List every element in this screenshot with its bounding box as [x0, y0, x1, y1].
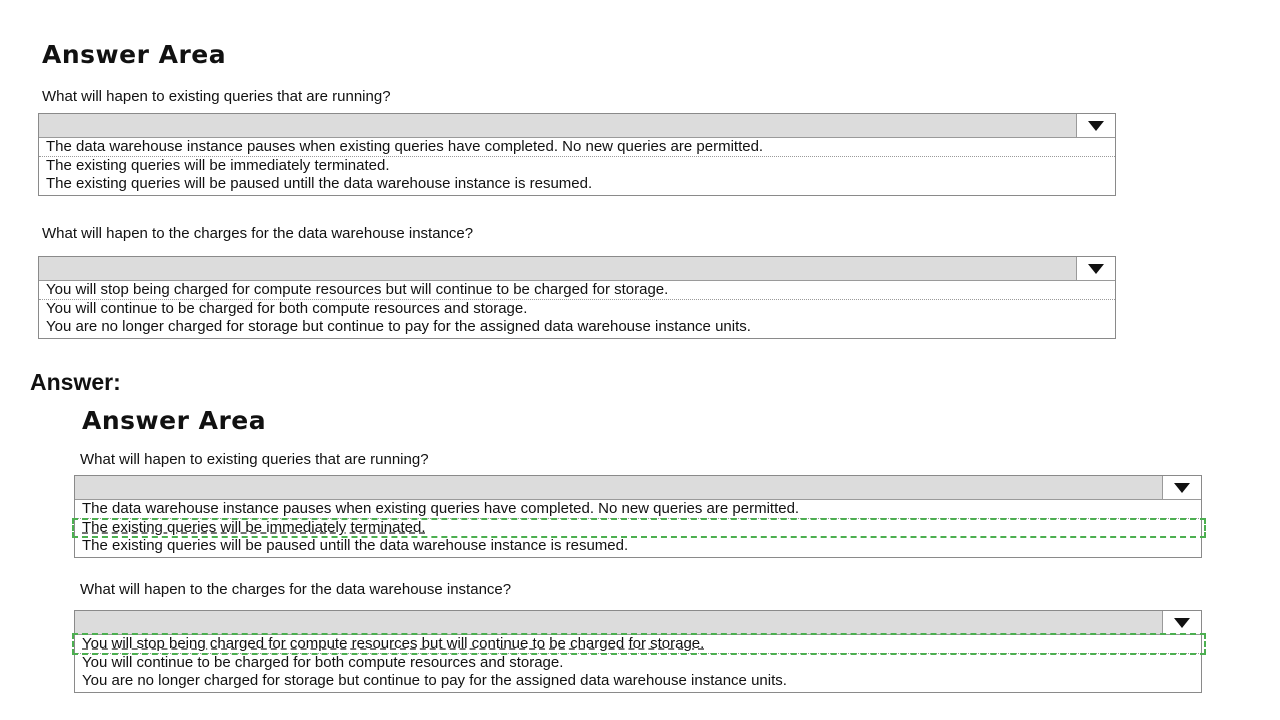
dropdown-arrow-button[interactable]	[1076, 114, 1115, 137]
dropdown-options	[75, 635, 1201, 692]
answer-1-dropdown[interactable]	[74, 475, 1202, 558]
question-answer-area	[42, 40, 1122, 350]
answer-label: Answer:	[30, 369, 121, 395]
dropdown-option[interactable]: You will stop being charged for compute resources but will continue to be charged for storage.	[39, 281, 1115, 300]
dropdown-option[interactable]: The existing queries will be immediately terminated.	[46, 157, 390, 174]
dropdown-option-selected[interactable]: The existing queries will be immediately terminated.	[82, 519, 426, 536]
dropdown-options	[75, 500, 1201, 557]
dropdown-option[interactable]: The existing queries will be paused untill the data warehouse instance is resumed.	[46, 175, 593, 192]
dropdown-option[interactable]: The data warehouse instance pauses when existing queries have completed. No new queries are permitted.	[75, 500, 1201, 519]
triangle-down-icon	[1088, 264, 1104, 274]
dropdown-option[interactable]: You will continue to be charged for both compute resources and storage.	[82, 654, 564, 671]
question-2-text: What will hapen to the charges for the data warehouse instance?	[80, 581, 512, 598]
dropdown-arrow-button[interactable]	[1076, 257, 1115, 280]
dropdown-option[interactable]: You are no longer charged for storage but continue to pay for the assigned data warehouse instance units.	[46, 318, 751, 335]
answer-2-dropdown[interactable]	[74, 610, 1202, 693]
area-title: Answer Area	[82, 406, 267, 435]
dropdown-header[interactable]	[39, 114, 1115, 138]
question-1-text: What will hapen to existing queries that are running?	[42, 88, 391, 105]
dropdown-arrow-button[interactable]	[1162, 476, 1201, 499]
dropdown-option[interactable]: You will continue to be charged for both compute resources and storage.	[46, 300, 528, 317]
question-2-dropdown[interactable]	[38, 256, 1116, 339]
triangle-down-icon	[1088, 121, 1104, 131]
dropdown-option[interactable]: The existing queries will be paused untill the data warehouse instance is resumed.	[82, 537, 629, 554]
dropdown-option[interactable]: The data warehouse instance pauses when existing queries have completed. No new queries are permitted.	[39, 138, 1115, 157]
dropdown-header[interactable]	[39, 257, 1115, 281]
dropdown-options	[39, 138, 1115, 195]
area-title: Answer Area	[42, 40, 227, 69]
triangle-down-icon	[1174, 483, 1190, 493]
dropdown-option[interactable]: You are no longer charged for storage but continue to pay for the assigned data warehouse instance units.	[82, 672, 787, 689]
dropdown-arrow-button[interactable]	[1162, 611, 1201, 634]
question-2-text: What will hapen to the charges for the data warehouse instance?	[42, 225, 474, 242]
dropdown-options	[39, 281, 1115, 338]
question-1-text: What will hapen to existing queries that are running?	[80, 451, 429, 468]
triangle-down-icon	[1174, 618, 1190, 628]
dropdown-option-selected[interactable]: You will stop being charged for compute resources but will continue to be charged for storage.	[75, 635, 1201, 654]
dropdown-header[interactable]	[75, 476, 1201, 500]
dropdown-header[interactable]	[75, 611, 1201, 635]
question-1-dropdown[interactable]	[38, 113, 1116, 196]
solution-answer-area	[82, 406, 1212, 706]
